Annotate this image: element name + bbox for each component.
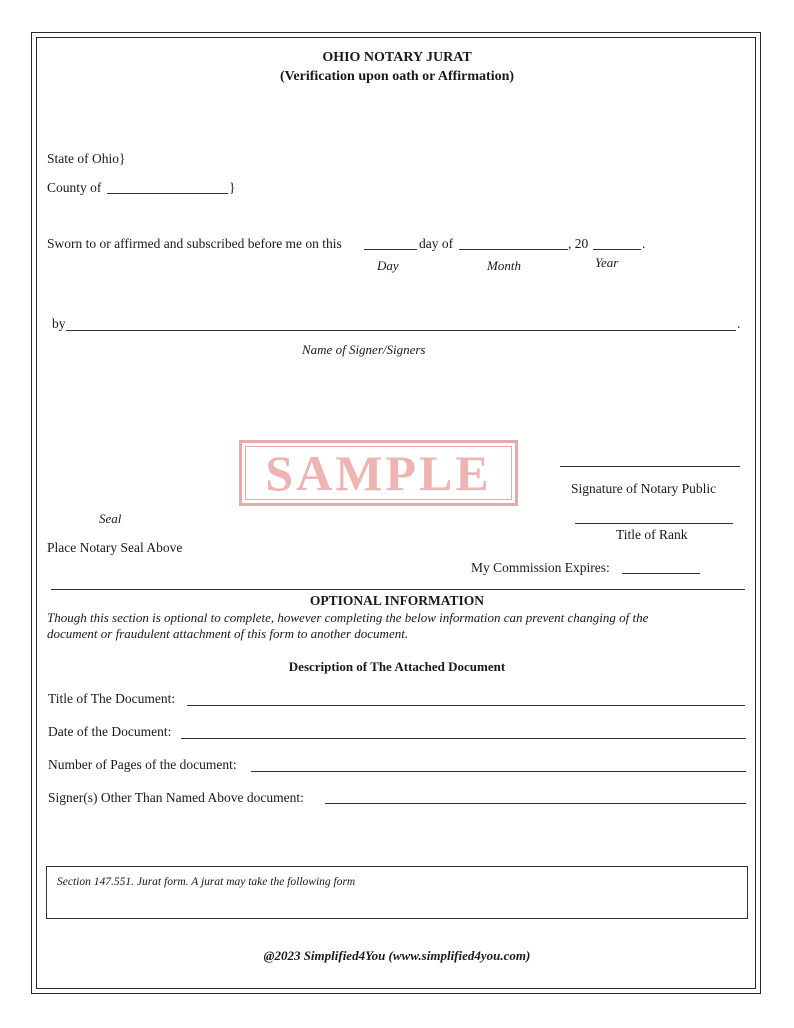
title-of-rank-caption: Title of Rank (616, 527, 688, 542)
notary-signature-field[interactable] (560, 466, 740, 467)
day-caption: Day (377, 258, 399, 273)
title-of-rank-field[interactable] (575, 523, 733, 524)
seal-instruction: Place Notary Seal Above (47, 540, 183, 555)
month-caption: Month (487, 258, 521, 273)
document-date-label: Date of the Document: (48, 724, 172, 739)
county-field[interactable] (107, 193, 228, 194)
optional-heading: OPTIONAL INFORMATION (309, 593, 485, 608)
day-of-label: day of (419, 236, 454, 251)
page-count-field[interactable] (251, 771, 746, 772)
signer-name-field[interactable] (66, 330, 736, 331)
optional-note-line-2: document or fraudulent attachment of this form to another document. (47, 626, 409, 641)
month-field[interactable] (459, 249, 568, 250)
signer-period: . (737, 316, 741, 331)
commission-expires-field[interactable] (622, 573, 700, 574)
section-divider (51, 589, 745, 590)
sworn-period: . (642, 236, 646, 251)
inner-border (36, 37, 756, 989)
year-prefix: , 20 (568, 236, 589, 251)
statute-footnote-text: Section 147.551. Jurat form. A jurat may take the following form (57, 876, 356, 888)
year-caption: Year (595, 255, 619, 270)
other-signers-label: Signer(s) Other Than Named Above document: (48, 790, 304, 805)
commission-label: My Commission Expires: (471, 560, 610, 575)
description-heading: Description of The Attached Document (288, 659, 506, 674)
form-title: OHIO NOTARY JURAT (322, 50, 472, 65)
document-title-field[interactable] (187, 705, 745, 706)
county-close-brace: } (229, 180, 236, 195)
by-label: by (52, 316, 66, 331)
notary-signature-caption: Signature of Notary Public (571, 481, 717, 496)
page-count-label: Number of Pages of the document: (48, 757, 237, 772)
other-signers-field[interactable] (325, 803, 746, 804)
signer-caption: Name of Signer/Signers (302, 342, 426, 357)
day-field[interactable] (364, 249, 417, 250)
optional-note-line-1: Though this section is optional to complete, however completing the below information can prevent changing of the (47, 610, 649, 625)
sample-watermark-inner-border (245, 446, 512, 500)
sample-watermark-stamp (239, 440, 518, 506)
statute-footnote-box (46, 866, 748, 919)
year-field[interactable] (593, 249, 641, 250)
state-line: State of Ohio} (47, 151, 126, 166)
copyright-footer: @2023 Simplified4You (www.simplified4you.com) (263, 948, 531, 963)
county-label: County of (47, 180, 102, 195)
document-date-field[interactable] (181, 738, 746, 739)
document-title-label: Title of The Document: (48, 691, 176, 706)
form-subtitle: (Verification upon oath or Affirmation) (279, 69, 515, 84)
sample-watermark-text: SAMPLE (265, 445, 492, 501)
sworn-statement: Sworn to or affirmed and subscribed before me on this (47, 236, 342, 251)
seal-caption: Seal (99, 511, 122, 526)
